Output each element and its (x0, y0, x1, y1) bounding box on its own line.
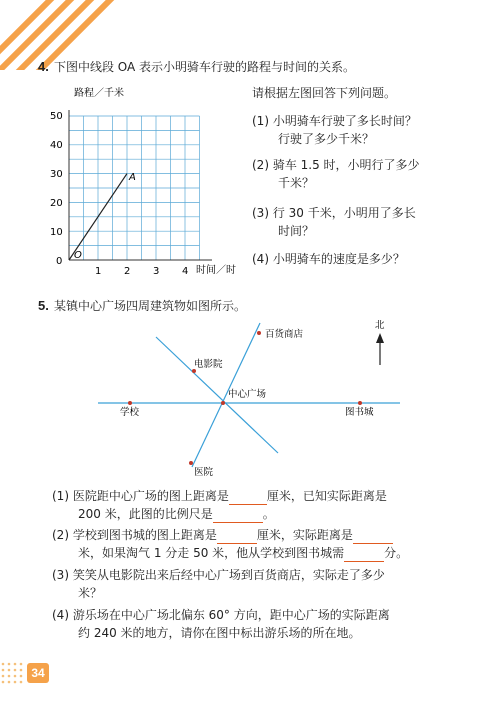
q4-sub-3 (252, 204, 492, 240)
q4-line-graph (40, 82, 250, 282)
q5-sub-1-blank-1[interactable] (229, 490, 267, 505)
q5-sub-2-part-d: 分。 (384, 546, 409, 560)
q4-sub-1-number: (1) (252, 114, 269, 128)
q5-sub-1-part-a: 医院距中心广场的图上距离是 (72, 489, 229, 503)
north-arrow-icon (376, 333, 384, 365)
bookstore-dot (358, 401, 362, 405)
q4-number: 4. (38, 59, 49, 74)
q5-sub-1-part-b: 厘米，已知实际距离是 (266, 489, 387, 503)
q5-sub-1-blank-2[interactable] (213, 508, 263, 523)
q4-sub-3-number: (3) (252, 206, 269, 220)
q5-text: 某镇中心广场四周建筑物如图所示。 (53, 299, 246, 313)
ytick-10: 10 (50, 227, 63, 238)
q5-number: 5. (38, 298, 49, 313)
q4-sub-4-number: (4) (252, 252, 269, 266)
ytick-0: 0 (56, 256, 63, 267)
q5-sub-2 (52, 526, 482, 562)
q5-sub-3-part-a: 笑笑从电影院出来后经中心广场到百货商店，实际走了多少 (72, 568, 385, 582)
q5-sub-1-part-d: 。 (262, 507, 275, 521)
q4-sub-3-line2: 时间？ (278, 224, 315, 238)
q5-sub-4-number: (4) (52, 608, 69, 622)
graph-grid (69, 116, 200, 260)
bookstore-label: 图书城 (345, 407, 374, 418)
q5-sub-1-part-c: 200 米，此图的比例尺是 (78, 507, 213, 521)
graph-ylabel: 路程／千米 (74, 88, 124, 99)
xtick-2: 2 (124, 266, 131, 277)
q4-sub-1 (252, 112, 492, 148)
q5-heading (38, 295, 246, 314)
q5-sub-4-part-a: 游乐场在中心广场北偏东 60° 方向，距中心广场的实际距离 (72, 608, 390, 622)
dept-store-label: 百货商店 (265, 329, 304, 340)
q4-prompt: 请根据左图回答下列问题。 (252, 86, 397, 100)
point-a-label: A (129, 172, 136, 183)
school-label: 学校 (120, 407, 140, 418)
q5-town-map (90, 315, 410, 480)
q5-sub-3 (52, 566, 482, 602)
q4-sub-2-line2: 千米？ (278, 176, 315, 190)
ytick-50: 50 (50, 111, 63, 122)
q4-sub-1-line2: 行驶了多少千米？ (278, 132, 375, 146)
q5-sub-2-part-b: 厘米，实际距离是 (256, 528, 353, 542)
q5-sub-2-blank-2[interactable] (353, 529, 393, 544)
q4-sub-3-line1: 行 30 千米，小明用了多长 (272, 206, 416, 220)
cinema-label: 电影院 (194, 359, 223, 370)
ytick-20: 20 (50, 198, 63, 209)
q5-sub-2-part-a: 学校到图书城的图上距离是 (72, 528, 217, 542)
xtick-1: 1 (95, 266, 102, 277)
q5-sub-2-part-c: 米，如果淘气 1 分走 50 米，他从学校到图书城需 (78, 546, 345, 560)
q4-sub-2 (252, 156, 492, 192)
hospital-label: 医院 (194, 467, 214, 478)
q5-sub-2-blank-3[interactable] (344, 547, 384, 562)
q4-sub-4-line1: 小明骑车的速度是多少？ (272, 252, 405, 266)
point-o-label: O (74, 250, 82, 261)
center-plaza-dot (221, 401, 225, 405)
q5-sub-1 (52, 487, 482, 523)
north-label: 北 (375, 320, 385, 331)
q4-sub-2-line1: 骑车 1.5 时，小明行了多少 (272, 158, 420, 172)
q5-sub-2-number: (2) (52, 528, 69, 542)
xtick-4: 4 (182, 266, 189, 277)
school-dot (128, 401, 132, 405)
q5-sub-4 (52, 606, 482, 642)
q4-heading (38, 56, 355, 75)
q5-sub-4-part-c: 约 240 米的地方，请你在图中标出游乐场的所在地。 (78, 626, 361, 640)
dept-store-dot (257, 331, 261, 335)
q4-sub-4 (252, 250, 492, 268)
graph-xlabel: 时间／时 (196, 265, 236, 276)
q4-sub-1-line1: 小明骑车行驶了多长时间？ (272, 114, 417, 128)
q4-sub-2-number: (2) (252, 158, 269, 172)
q5-sub-1-number: (1) (52, 489, 69, 503)
q5-sub-3-number: (3) (52, 568, 69, 582)
q5-sub-2-blank-1[interactable] (217, 529, 257, 544)
ytick-40: 40 (50, 140, 63, 151)
xtick-3: 3 (153, 266, 160, 277)
page-number: 34 (27, 663, 49, 683)
q4-text: 下图中线段 OA 表示小明骑车行驶的路程与时间的关系。 (53, 60, 356, 74)
ytick-30: 30 (50, 169, 63, 180)
center-plaza-label: 中心广场 (228, 389, 267, 400)
q5-sub-3-part-c: 米？ (78, 586, 103, 600)
hospital-dot (189, 461, 193, 465)
